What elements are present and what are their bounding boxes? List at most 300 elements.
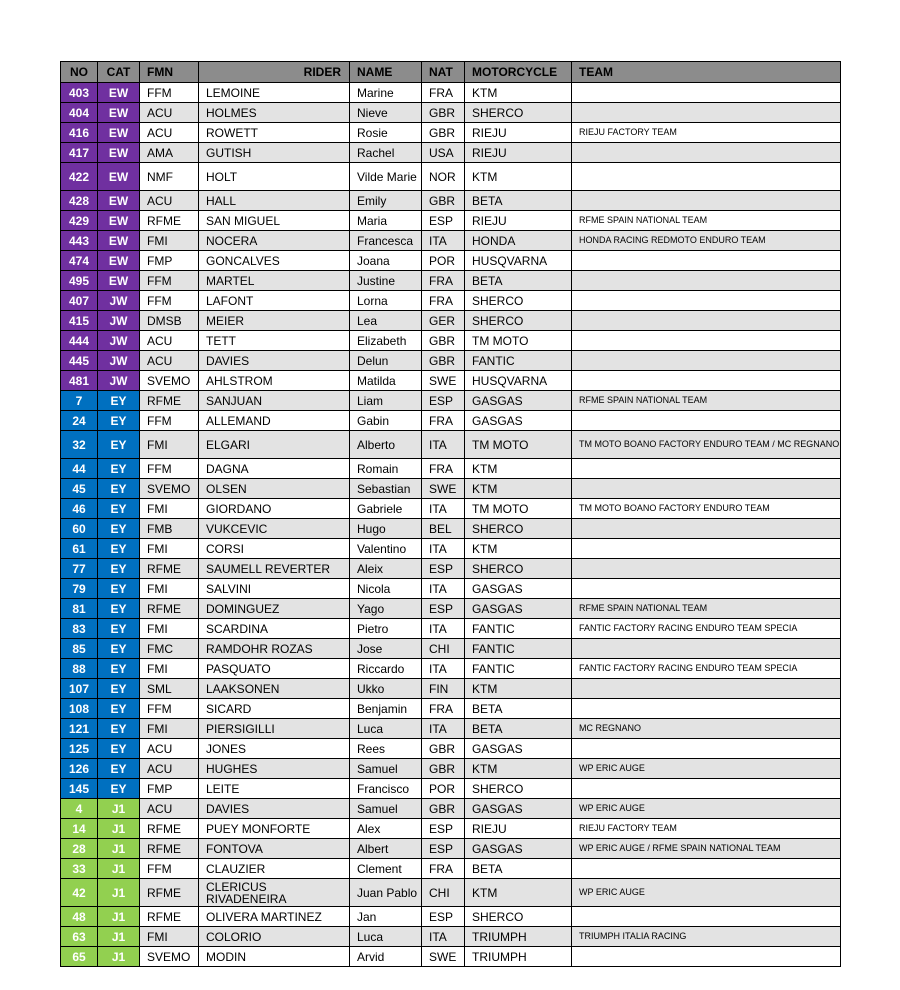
rider-firstname-cell: Elizabeth <box>350 331 422 351</box>
category-badge: J1 <box>98 907 140 927</box>
federation-cell: FMI <box>140 231 199 251</box>
motorcycle-cell: HUSQVARNA <box>465 251 572 271</box>
category-badge: EY <box>98 759 140 779</box>
rider-number: 404 <box>61 103 98 123</box>
rider-firstname-cell: Luca <box>350 927 422 947</box>
motorcycle-cell: KTM <box>465 759 572 779</box>
rider-number: 83 <box>61 619 98 639</box>
header-team: TEAM <box>572 62 841 83</box>
rider-firstname-cell: Pietro <box>350 619 422 639</box>
category-badge: EY <box>98 479 140 499</box>
category-badge: EW <box>98 231 140 251</box>
category-badge: EW <box>98 251 140 271</box>
motorcycle-cell: KTM <box>465 459 572 479</box>
team-cell <box>572 411 841 431</box>
category-badge: EY <box>98 519 140 539</box>
rider-number: 42 <box>61 879 98 907</box>
rider-surname-cell: MODIN <box>199 947 350 967</box>
rider-firstname-cell: Valentino <box>350 539 422 559</box>
rider-number: 126 <box>61 759 98 779</box>
motorcycle-cell: GASGAS <box>465 391 572 411</box>
motorcycle-cell: BETA <box>465 699 572 719</box>
rider-surname-cell: OLSEN <box>199 479 350 499</box>
team-cell: RIEJU FACTORY TEAM <box>572 819 841 839</box>
table-row <box>61 411 841 431</box>
rider-firstname-cell: Juan Pablo <box>350 879 422 907</box>
nationality-cell: CHI <box>422 879 465 907</box>
header-motorcycle: MOTORCYCLE <box>465 62 572 83</box>
nationality-cell: GBR <box>422 739 465 759</box>
rider-surname-cell: SICARD <box>199 699 350 719</box>
motorcycle-cell: KTM <box>465 539 572 559</box>
rider-surname-cell: GONCALVES <box>199 251 350 271</box>
category-badge: EY <box>98 639 140 659</box>
federation-cell: RFME <box>140 599 199 619</box>
rider-number: 46 <box>61 499 98 519</box>
federation-cell: FMI <box>140 619 199 639</box>
team-cell: RFME SPAIN NATIONAL TEAM <box>572 599 841 619</box>
federation-cell: ACU <box>140 331 199 351</box>
table-row <box>61 879 841 907</box>
rider-number: 415 <box>61 311 98 331</box>
nationality-cell: ESP <box>422 211 465 231</box>
nationality-cell: FRA <box>422 291 465 311</box>
table-row <box>61 579 841 599</box>
rider-surname-cell: NOCERA <box>199 231 350 251</box>
rider-surname-cell: TETT <box>199 331 350 351</box>
federation-cell: FFM <box>140 83 199 103</box>
team-cell <box>572 947 841 967</box>
motorcycle-cell: SHERCO <box>465 311 572 331</box>
nationality-cell: FRA <box>422 83 465 103</box>
header-name: NAME <box>350 62 422 83</box>
motorcycle-cell: FANTIC <box>465 639 572 659</box>
rider-firstname-cell: Maria <box>350 211 422 231</box>
table-row <box>61 143 841 163</box>
rider-firstname-cell: Justine <box>350 271 422 291</box>
rider-surname-cell: GIORDANO <box>199 499 350 519</box>
nationality-cell: ITA <box>422 231 465 251</box>
rider-firstname-cell: Gabriele <box>350 499 422 519</box>
table-row <box>61 391 841 411</box>
nationality-cell: ESP <box>422 391 465 411</box>
federation-cell: FMI <box>140 579 199 599</box>
motorcycle-cell: GASGAS <box>465 799 572 819</box>
category-badge: EW <box>98 103 140 123</box>
motorcycle-cell: BETA <box>465 859 572 879</box>
category-badge: EW <box>98 123 140 143</box>
table-row <box>61 519 841 539</box>
nationality-cell: BEL <box>422 519 465 539</box>
federation-cell: FMP <box>140 779 199 799</box>
table-row <box>61 83 841 103</box>
federation-cell: FMI <box>140 927 199 947</box>
federation-cell: FFM <box>140 699 199 719</box>
nationality-cell: ITA <box>422 719 465 739</box>
category-badge: EY <box>98 679 140 699</box>
nationality-cell: POR <box>422 779 465 799</box>
table-row <box>61 479 841 499</box>
table-row <box>61 639 841 659</box>
category-badge: EY <box>98 431 140 459</box>
rider-number: 407 <box>61 291 98 311</box>
table-row <box>61 839 841 859</box>
team-cell: TM MOTO BOANO FACTORY ENDURO TEAM / MC REGNANO <box>572 431 841 459</box>
rider-firstname-cell: Rachel <box>350 143 422 163</box>
table-row <box>61 311 841 331</box>
rider-surname-cell: CLAUZIER <box>199 859 350 879</box>
federation-cell: RFME <box>140 879 199 907</box>
rider-firstname-cell: Ukko <box>350 679 422 699</box>
nationality-cell: SWE <box>422 479 465 499</box>
category-badge: J1 <box>98 879 140 907</box>
table-row <box>61 251 841 271</box>
federation-cell: SML <box>140 679 199 699</box>
rider-surname-cell: MEIER <box>199 311 350 331</box>
rider-number: 81 <box>61 599 98 619</box>
category-badge: J1 <box>98 799 140 819</box>
rider-surname-cell: VUKCEVIC <box>199 519 350 539</box>
motorcycle-cell: BETA <box>465 271 572 291</box>
rider-number: 403 <box>61 83 98 103</box>
rider-number: 33 <box>61 859 98 879</box>
nationality-cell: NOR <box>422 163 465 191</box>
team-cell: FANTIC FACTORY RACING ENDURO TEAM SPECIA <box>572 619 841 639</box>
table-row <box>61 459 841 479</box>
motorcycle-cell: KTM <box>465 479 572 499</box>
rider-surname-cell: FONTOVA <box>199 839 350 859</box>
category-badge: JW <box>98 371 140 391</box>
header-rider: RIDER <box>199 62 350 83</box>
rider-firstname-cell: Aleix <box>350 559 422 579</box>
category-badge: JW <box>98 291 140 311</box>
federation-cell: FFM <box>140 859 199 879</box>
team-cell <box>572 251 841 271</box>
rider-firstname-cell: Arvid <box>350 947 422 967</box>
team-cell <box>572 103 841 123</box>
category-badge: EY <box>98 719 140 739</box>
nationality-cell: FRA <box>422 411 465 431</box>
rider-number: 45 <box>61 479 98 499</box>
federation-cell: FMI <box>140 499 199 519</box>
rider-firstname-cell: Emily <box>350 191 422 211</box>
nationality-cell: FRA <box>422 859 465 879</box>
rider-number: 416 <box>61 123 98 143</box>
federation-cell: AMA <box>140 143 199 163</box>
table-row <box>61 103 841 123</box>
federation-cell: RFME <box>140 839 199 859</box>
table-row <box>61 331 841 351</box>
motorcycle-cell: FANTIC <box>465 659 572 679</box>
team-cell <box>572 331 841 351</box>
nationality-cell: ESP <box>422 839 465 859</box>
motorcycle-cell: BETA <box>465 191 572 211</box>
rider-surname-cell: JONES <box>199 739 350 759</box>
rider-number: 121 <box>61 719 98 739</box>
nationality-cell: ITA <box>422 619 465 639</box>
rider-firstname-cell: Luca <box>350 719 422 739</box>
nationality-cell: SWE <box>422 371 465 391</box>
motorcycle-cell: SHERCO <box>465 907 572 927</box>
motorcycle-cell: TM MOTO <box>465 499 572 519</box>
rider-number: 48 <box>61 907 98 927</box>
table-row <box>61 947 841 967</box>
rider-number: 61 <box>61 539 98 559</box>
category-badge: J1 <box>98 947 140 967</box>
federation-cell: ACU <box>140 799 199 819</box>
rider-number: 44 <box>61 459 98 479</box>
rider-number: 63 <box>61 927 98 947</box>
nationality-cell: POR <box>422 251 465 271</box>
rider-number: 60 <box>61 519 98 539</box>
rider-firstname-cell: Francisco <box>350 779 422 799</box>
rider-firstname-cell: Liam <box>350 391 422 411</box>
category-badge: JW <box>98 331 140 351</box>
federation-cell: ACU <box>140 123 199 143</box>
category-badge: EY <box>98 619 140 639</box>
team-cell <box>572 371 841 391</box>
category-badge: J1 <box>98 927 140 947</box>
motorcycle-cell: BETA <box>465 719 572 739</box>
rider-firstname-cell: Nieve <box>350 103 422 123</box>
rider-firstname-cell: Joana <box>350 251 422 271</box>
category-badge: EY <box>98 559 140 579</box>
rider-number: 445 <box>61 351 98 371</box>
nationality-cell: FRA <box>422 699 465 719</box>
category-badge: J1 <box>98 859 140 879</box>
category-badge: EW <box>98 83 140 103</box>
rider-number: 77 <box>61 559 98 579</box>
motorcycle-cell: SHERCO <box>465 779 572 799</box>
table-row <box>61 779 841 799</box>
rider-number: 4 <box>61 799 98 819</box>
table-row <box>61 739 841 759</box>
category-badge: EW <box>98 191 140 211</box>
federation-cell: ACU <box>140 191 199 211</box>
federation-cell: FFM <box>140 411 199 431</box>
motorcycle-cell: GASGAS <box>465 411 572 431</box>
nationality-cell: ITA <box>422 431 465 459</box>
rider-firstname-cell: Matilda <box>350 371 422 391</box>
category-badge: JW <box>98 351 140 371</box>
rider-number: 32 <box>61 431 98 459</box>
header-nat: NAT <box>422 62 465 83</box>
table-row <box>61 123 841 143</box>
rider-number: 79 <box>61 579 98 599</box>
rider-surname-cell: SCARDINA <box>199 619 350 639</box>
rider-number: 443 <box>61 231 98 251</box>
rider-number: 429 <box>61 211 98 231</box>
rider-firstname-cell: Gabin <box>350 411 422 431</box>
table-row <box>61 231 841 251</box>
rider-number: 428 <box>61 191 98 211</box>
rider-surname-cell: LEITE <box>199 779 350 799</box>
motorcycle-cell: SHERCO <box>465 103 572 123</box>
nationality-cell: FRA <box>422 271 465 291</box>
team-cell <box>572 539 841 559</box>
federation-cell: DMSB <box>140 311 199 331</box>
team-cell: TRIUMPH ITALIA RACING <box>572 927 841 947</box>
rider-firstname-cell: Hugo <box>350 519 422 539</box>
rider-number: 24 <box>61 411 98 431</box>
category-badge: EY <box>98 659 140 679</box>
federation-cell: FFM <box>140 291 199 311</box>
rider-firstname-cell: Jan <box>350 907 422 927</box>
table-row <box>61 759 841 779</box>
header-row <box>61 62 841 83</box>
federation-cell: SVEMO <box>140 947 199 967</box>
federation-cell: NMF <box>140 163 199 191</box>
rider-surname-cell: LAAKSONEN <box>199 679 350 699</box>
team-cell <box>572 699 841 719</box>
team-cell: RFME SPAIN NATIONAL TEAM <box>572 391 841 411</box>
table-row <box>61 499 841 519</box>
motorcycle-cell: HONDA <box>465 231 572 251</box>
motorcycle-cell: KTM <box>465 83 572 103</box>
nationality-cell: ITA <box>422 927 465 947</box>
federation-cell: RFME <box>140 211 199 231</box>
motorcycle-cell: GASGAS <box>465 739 572 759</box>
category-badge: EY <box>98 391 140 411</box>
table-row <box>61 371 841 391</box>
rider-firstname-cell: Sebastian <box>350 479 422 499</box>
motorcycle-cell: HUSQVARNA <box>465 371 572 391</box>
federation-cell: RFME <box>140 907 199 927</box>
rider-firstname-cell: Albert <box>350 839 422 859</box>
federation-cell: RFME <box>140 819 199 839</box>
table-row <box>61 799 841 819</box>
motorcycle-cell: GASGAS <box>465 579 572 599</box>
nationality-cell: GER <box>422 311 465 331</box>
rider-number: 125 <box>61 739 98 759</box>
table-row <box>61 559 841 579</box>
rider-number: 422 <box>61 163 98 191</box>
federation-cell: FFM <box>140 271 199 291</box>
motorcycle-cell: SHERCO <box>465 291 572 311</box>
rider-firstname-cell: Benjamin <box>350 699 422 719</box>
team-cell <box>572 519 841 539</box>
nationality-cell: GBR <box>422 123 465 143</box>
rider-number: 145 <box>61 779 98 799</box>
nationality-cell: GBR <box>422 331 465 351</box>
table-row <box>61 699 841 719</box>
category-badge: EY <box>98 579 140 599</box>
rider-surname-cell: CLERICUS RIVADENEIRA <box>199 879 350 907</box>
rider-firstname-cell: Lorna <box>350 291 422 311</box>
table-row <box>61 659 841 679</box>
rider-surname-cell: SAN MIGUEL <box>199 211 350 231</box>
team-cell: HONDA RACING REDMOTO ENDURO TEAM <box>572 231 841 251</box>
category-badge: EY <box>98 599 140 619</box>
category-badge: EY <box>98 539 140 559</box>
team-cell <box>572 579 841 599</box>
category-badge: EW <box>98 211 140 231</box>
rider-number: 85 <box>61 639 98 659</box>
category-badge: J1 <box>98 819 140 839</box>
team-cell <box>572 779 841 799</box>
category-badge: EY <box>98 411 140 431</box>
rider-firstname-cell: Delun <box>350 351 422 371</box>
table-row <box>61 211 841 231</box>
federation-cell: FMP <box>140 251 199 271</box>
team-cell <box>572 739 841 759</box>
nationality-cell: GBR <box>422 351 465 371</box>
rider-firstname-cell: Samuel <box>350 799 422 819</box>
category-badge: EY <box>98 739 140 759</box>
team-cell <box>572 907 841 927</box>
rider-surname-cell: LEMOINE <box>199 83 350 103</box>
table-row <box>61 271 841 291</box>
rider-surname-cell: PIERSIGILLI <box>199 719 350 739</box>
rider-surname-cell: PASQUATO <box>199 659 350 679</box>
entry-list-table <box>60 61 841 967</box>
team-cell: FANTIC FACTORY RACING ENDURO TEAM SPECIA <box>572 659 841 679</box>
table-row <box>61 291 841 311</box>
motorcycle-cell: TM MOTO <box>465 431 572 459</box>
nationality-cell: SWE <box>422 947 465 967</box>
team-cell <box>572 291 841 311</box>
federation-cell: FMI <box>140 719 199 739</box>
table-row <box>61 907 841 927</box>
federation-cell: FMI <box>140 659 199 679</box>
rider-surname-cell: RAMDOHR ROZAS <box>199 639 350 659</box>
team-cell: WP ERIC AUGE <box>572 879 841 907</box>
motorcycle-cell: GASGAS <box>465 839 572 859</box>
rider-surname-cell: CORSI <box>199 539 350 559</box>
rider-number: 108 <box>61 699 98 719</box>
rider-firstname-cell: Riccardo <box>350 659 422 679</box>
rider-number: 474 <box>61 251 98 271</box>
rider-firstname-cell: Jose <box>350 639 422 659</box>
nationality-cell: ITA <box>422 579 465 599</box>
rider-firstname-cell: Marine <box>350 83 422 103</box>
rider-number: 28 <box>61 839 98 859</box>
rider-number: 495 <box>61 271 98 291</box>
motorcycle-cell: KTM <box>465 163 572 191</box>
rider-surname-cell: DAVIES <box>199 799 350 819</box>
team-cell <box>572 143 841 163</box>
rider-surname-cell: HOLT <box>199 163 350 191</box>
rider-firstname-cell: Alex <box>350 819 422 839</box>
team-cell <box>572 271 841 291</box>
nationality-cell: ESP <box>422 819 465 839</box>
rider-number: 107 <box>61 679 98 699</box>
nationality-cell: FRA <box>422 459 465 479</box>
motorcycle-cell: RIEJU <box>465 211 572 231</box>
rider-firstname-cell: Alberto <box>350 431 422 459</box>
nationality-cell: GBR <box>422 103 465 123</box>
team-cell <box>572 163 841 191</box>
rider-surname-cell: ROWETT <box>199 123 350 143</box>
table-row <box>61 351 841 371</box>
rider-surname-cell: DAVIES <box>199 351 350 371</box>
header-fmn: FMN <box>140 62 199 83</box>
rider-surname-cell: ALLEMAND <box>199 411 350 431</box>
team-cell <box>572 859 841 879</box>
rider-number: 417 <box>61 143 98 163</box>
team-cell <box>572 559 841 579</box>
nationality-cell: FIN <box>422 679 465 699</box>
category-badge: EY <box>98 499 140 519</box>
table-row <box>61 599 841 619</box>
team-cell: WP ERIC AUGE <box>572 799 841 819</box>
motorcycle-cell: TRIUMPH <box>465 927 572 947</box>
table-row <box>61 819 841 839</box>
federation-cell: ACU <box>140 103 199 123</box>
header-no: NO <box>61 62 98 83</box>
category-badge: EY <box>98 779 140 799</box>
rider-number: 88 <box>61 659 98 679</box>
